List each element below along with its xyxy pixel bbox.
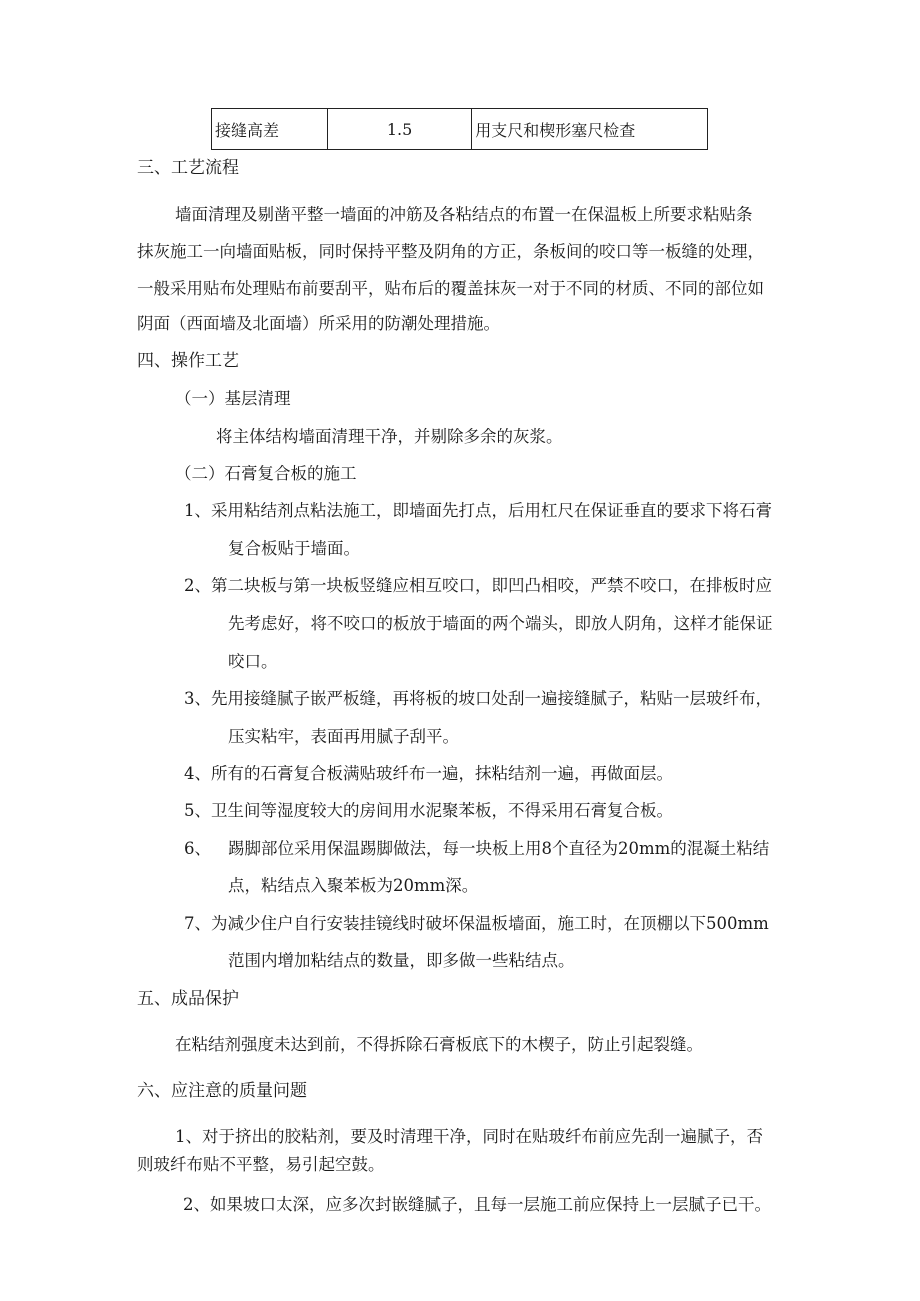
process-line-3: 一般采用贴布处理贴布前要刮平，贴布后的覆盖抹灰一对于不同的材质、不同的部位如 [137,279,764,298]
subsection-1-text: 将主体结构墙面清理干净，并剔除多余的灰浆。 [216,427,563,446]
list-item-6-line-1: 踢脚部位采用保温踢脚做法，每一块板上用8个直径为20mm的混凝土粘结 [228,839,770,858]
quality-item-1-line-2: 则玻纤布贴不平整，易引起空鼓。 [137,1155,385,1174]
section-5-text: 在粘结剂强度未达到前，不得拆除石膏板底下的木楔子，防止引起裂缝。 [175,1035,703,1054]
list-item-3-line-1: 3、先用接缝腻子嵌严板缝，再将板的坡口处刮一遍接缝腻子，粘贴一层玻纤布， [184,689,772,708]
process-line-1: 墙面清理及剔凿平整一墙面的冲筋及各粘结点的布置一在保温板上所要求粘贴条 [175,205,753,224]
table-cell-item: 接缝高差 [212,109,328,150]
quality-item-2: 2、如果坡口太深，应多次封嵌缝腻子，且每一层施工前应保持上一层腻子已干。 [183,1195,771,1214]
list-item-4: 4、所有的石膏复合板满贴玻纤布一遍，抹粘结剂一遍，再做面层。 [184,764,673,783]
section-4-heading: 四、操作工艺 [137,351,239,371]
list-item-3-line-2: 压实粘牢，表面再用腻子刮平。 [228,727,459,746]
section-6-heading: 六、应注意的质量问题 [137,1081,307,1101]
list-item-7-line-2: 范围内增加粘结点的数量，即多做一些粘结点。 [228,951,575,970]
list-item-5: 5、卫生间等湿度较大的房间用水泥聚苯板，不得采用石膏复合板。 [184,801,673,820]
subsection-2-heading: （二）石膏复合板的施工 [175,464,357,483]
inspection-table [211,108,708,150]
process-line-2: 抹灰施工一向墙面贴板，同时保持平整及阴角的方正，条板间的咬口等一板缝的处理， [137,242,764,261]
list-item-2-line-3: 咬口。 [228,652,278,671]
section-3-heading: 三、工艺流程 [137,158,239,178]
list-item-6-line-2: 点，粘结点入聚苯板为20mm深。 [228,876,479,895]
section-5-heading: 五、成品保护 [137,989,239,1009]
table-cell-tolerance: 1.5 [327,109,472,150]
quality-item-1-line-1: 1、对于挤出的胶粘剂，要及时清理干净，同时在贴玻纤布前应先刮一遍腻子，否 [175,1127,763,1146]
list-item-2-line-1: 2、第二块板与第一块板竖缝应相互咬口，即凹凸相咬，严禁不咬口，在排板时应 [184,576,772,595]
table-row [212,109,708,150]
list-item-2-line-2: 先考虑好，将不咬口的板放于墙面的两个端头，即放人阴角，这样才能保证 [228,614,773,633]
list-item-1-line-1: 1、采用粘结剂点粘法施工，即墙面先打点，后用杠尺在保证垂直的要求下将石膏 [184,501,772,520]
list-item-1-line-2: 复合板贴于墙面。 [228,539,360,558]
process-line-4: 阴面（西面墙及北面墙）所采用的防潮处理措施。 [137,314,500,333]
subsection-1-heading: （一）基层清理 [175,389,291,408]
list-item-7-line-1: 7、为减少住户自行安装挂镜线时破坏保温板墙面，施工时，在顶棚以下500mm [184,914,769,933]
list-item-6-number: 6、 [184,839,211,858]
table-cell-method: 用支尺和楔形塞尺检查 [472,109,708,150]
